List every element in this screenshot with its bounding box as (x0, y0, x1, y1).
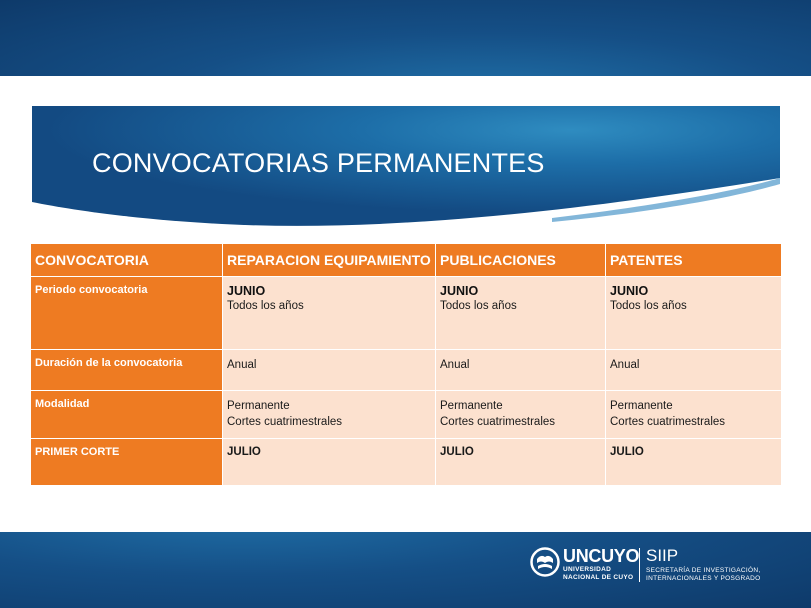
cell-value: Permanente (440, 400, 503, 413)
top-decorative-band (0, 0, 811, 76)
row-label-primer-corte: PRIMER CORTE (31, 438, 223, 485)
cell-main-value: JUNIO (610, 283, 649, 298)
table-cell (223, 438, 436, 485)
logo-divider (639, 548, 640, 582)
cell-value: Anual (227, 359, 257, 372)
table-header-row (31, 244, 782, 277)
cell-sub-value: Todos los años (440, 299, 517, 312)
row-label-modalidad: Modalidad (31, 391, 223, 438)
cell-value: Cortes cuatrimestrales (610, 416, 726, 429)
cell-value: Cortes cuatrimestrales (227, 416, 343, 429)
siip-logo-name: SIIP (646, 546, 679, 565)
uncuyo-emblem-icon (530, 547, 560, 577)
page-title: CONVOCATORIAS PERMANENTES (92, 148, 545, 178)
table-cell (606, 391, 782, 438)
uncuyo-logo-sub1: UNIVERSIDAD (563, 566, 612, 573)
column-header-convocatoria: CONVOCATORIA (31, 244, 223, 277)
cell-value: Permanente (227, 400, 290, 413)
column-header-publicaciones: PUBLICACIONES (436, 244, 606, 277)
cell-value: Anual (610, 359, 640, 372)
cell-sub-value: Todos los años (610, 299, 687, 312)
row-label-periodo: Periodo convocatoria (31, 276, 223, 349)
row-label-duracion: Duración de la convocatoria (31, 350, 223, 391)
table-row-primer-corte (31, 438, 782, 485)
cell-value: JULIO (440, 445, 474, 458)
table-cell (436, 391, 606, 438)
cell-value: Permanente (610, 400, 673, 413)
table-cell (606, 350, 782, 391)
table-cell (436, 438, 606, 485)
cell-value: Anual (440, 359, 470, 372)
column-header-reparacion: REPARACION EQUIPAMIENTO (223, 244, 436, 277)
convocatorias-table (30, 243, 782, 486)
column-header-patentes: PATENTES (606, 244, 782, 277)
cell-main-value: JUNIO (227, 283, 266, 298)
siip-logo-sub2: INTERNACIONALES Y POSGRADO (646, 575, 761, 582)
table-cell (223, 391, 436, 438)
table-row-modalidad (31, 391, 782, 438)
uncuyo-logo-sub2: NACIONAL DE CUYO (563, 574, 634, 581)
title-banner (32, 106, 780, 230)
table-cell (606, 438, 782, 485)
cell-value: JULIO (227, 445, 261, 458)
uncuyo-logo-name: UNCUYO (563, 546, 640, 566)
table-row-periodo (31, 276, 782, 349)
table-cell (223, 276, 436, 349)
table-row-duracion (31, 350, 782, 391)
table-cell (436, 276, 606, 349)
cell-value: JULIO (610, 445, 644, 458)
table-cell (223, 350, 436, 391)
footer-logos (530, 546, 770, 586)
cell-value: Cortes cuatrimestrales (440, 416, 556, 429)
cell-main-value: JUNIO (440, 283, 479, 298)
table-cell (436, 350, 606, 391)
siip-logo-sub1: SECRETARÍA DE INVESTIGACIÓN, (646, 567, 761, 574)
cell-sub-value: Todos los años (227, 299, 304, 312)
table-cell (606, 276, 782, 349)
